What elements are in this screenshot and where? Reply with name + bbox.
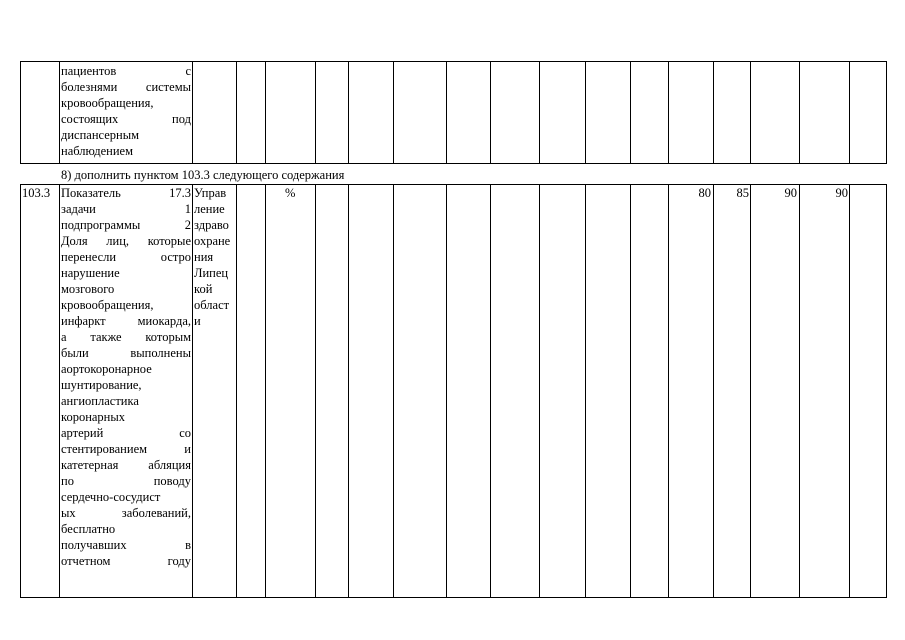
text-line: кровообращения, bbox=[61, 96, 154, 110]
text-line: ых заболеваний, bbox=[61, 506, 191, 520]
text-line: бесплатно bbox=[61, 522, 116, 536]
text-line: шунтирование, bbox=[61, 378, 142, 392]
text-line: болезнями системы bbox=[61, 80, 191, 94]
top-table-column-line-10 bbox=[539, 61, 540, 164]
top-table-column-line-3 bbox=[236, 61, 237, 164]
row-number: 103.3 bbox=[22, 186, 51, 200]
text-line: кровообращения, bbox=[61, 298, 154, 312]
text-line: коронарных bbox=[61, 410, 126, 424]
value-cell-3: 90 bbox=[784, 186, 797, 200]
top-table-column-line-0 bbox=[20, 61, 21, 164]
text-line: состоящих под bbox=[61, 112, 191, 126]
row-103-3-column-line-8 bbox=[446, 184, 447, 598]
text-line: отчетном году bbox=[61, 554, 191, 568]
row-103-3-column-line-0 bbox=[20, 184, 21, 598]
text-line: инфаркт миокарда, bbox=[61, 314, 191, 328]
text-line: катетерная абляция bbox=[61, 458, 191, 472]
row-103-3-column-line-17 bbox=[849, 184, 850, 598]
text-line: сердечно-сосудист bbox=[61, 490, 161, 504]
row-103-3-column-line-7 bbox=[393, 184, 394, 598]
text-line: и bbox=[194, 314, 201, 328]
row-103-3-column-line-6 bbox=[348, 184, 349, 598]
text-line: Показатель 17.3 bbox=[61, 186, 191, 200]
text-line: ния bbox=[194, 250, 214, 264]
text-line: получавших в bbox=[61, 538, 191, 552]
row-103-3-column-line-18 bbox=[886, 184, 887, 598]
text-line: охране bbox=[194, 234, 231, 248]
text-line: диспансерным bbox=[61, 128, 140, 142]
value-cell-1: 80 bbox=[698, 186, 711, 200]
top-table-column-line-13 bbox=[668, 61, 669, 164]
top-table-column-line-16 bbox=[799, 61, 800, 164]
row-103-3-column-line-15 bbox=[750, 184, 751, 598]
row-103-3-column-line-16 bbox=[799, 184, 800, 598]
text-line: были выполнены bbox=[61, 346, 191, 360]
text-line: здраво bbox=[194, 218, 229, 232]
text-line: стентированием и bbox=[61, 442, 191, 456]
top-description-cell bbox=[61, 63, 191, 163]
top-table-column-line-7 bbox=[393, 61, 394, 164]
text-line: област bbox=[194, 298, 230, 312]
text-line: Управ bbox=[194, 186, 227, 200]
text-line: перенесли остро bbox=[61, 250, 191, 264]
top-table-column-line-12 bbox=[630, 61, 631, 164]
text-line: Доля лиц, которые bbox=[61, 234, 191, 248]
row-103-3-column-line-10 bbox=[539, 184, 540, 598]
instruction-text: 8) дополнить пунктом 103.3 следующего содержания bbox=[61, 168, 345, 182]
unit-cell: % bbox=[285, 186, 296, 200]
row-103-3-column-line-4 bbox=[265, 184, 266, 598]
top-table-column-line-18 bbox=[886, 61, 887, 164]
top-table-column-line-6 bbox=[348, 61, 349, 164]
top-table-column-line-5 bbox=[315, 61, 316, 164]
text-line: пациентов с bbox=[61, 64, 191, 78]
text-line: задачи 1 bbox=[61, 202, 191, 216]
row-103-3-column-line-3 bbox=[236, 184, 237, 598]
row-103-3-column-line-9 bbox=[490, 184, 491, 598]
row-103-3-column-line-14 bbox=[713, 184, 714, 598]
text-line: ление bbox=[194, 202, 225, 216]
text-line: подпрограммы 2 bbox=[61, 218, 191, 232]
text-line: нарушение bbox=[61, 266, 120, 280]
row-103-3-column-line-2 bbox=[192, 184, 193, 598]
top-table-column-line-11 bbox=[585, 61, 586, 164]
text-line: ангиопластика bbox=[61, 394, 139, 408]
text-line: мозгового bbox=[61, 282, 115, 296]
top-table-column-line-2 bbox=[192, 61, 193, 164]
row-103-3-column-line-1 bbox=[59, 184, 60, 598]
text-line: наблюдением bbox=[61, 144, 133, 158]
text-line: кой bbox=[194, 282, 213, 296]
value-cell-2: 85 bbox=[736, 186, 749, 200]
top-table-column-line-4 bbox=[265, 61, 266, 164]
top-table-column-line-17 bbox=[849, 61, 850, 164]
top-table-bottom-border bbox=[20, 163, 887, 164]
value-cell-4: 90 bbox=[835, 186, 848, 200]
row-103-3-column-line-13 bbox=[668, 184, 669, 598]
top-table-column-line-1 bbox=[59, 61, 60, 164]
top-table-column-line-9 bbox=[490, 61, 491, 164]
top-table-top-border bbox=[20, 61, 887, 62]
top-table-column-line-8 bbox=[446, 61, 447, 164]
responsible-cell bbox=[194, 185, 236, 385]
text-line: аортокоронарное bbox=[61, 362, 152, 376]
row-103-3-bottom-border bbox=[20, 597, 887, 598]
text-line: Липец bbox=[194, 266, 229, 280]
text-line: по поводу bbox=[61, 474, 191, 488]
top-table-column-line-15 bbox=[750, 61, 751, 164]
row-103-3-column-line-12 bbox=[630, 184, 631, 598]
row-description-cell bbox=[61, 185, 191, 597]
text-line: а также которым bbox=[61, 330, 191, 344]
row-103-3-column-line-11 bbox=[585, 184, 586, 598]
row-103-3-column-line-5 bbox=[315, 184, 316, 598]
top-table-column-line-14 bbox=[713, 61, 714, 164]
text-line: артерий со bbox=[61, 426, 191, 440]
